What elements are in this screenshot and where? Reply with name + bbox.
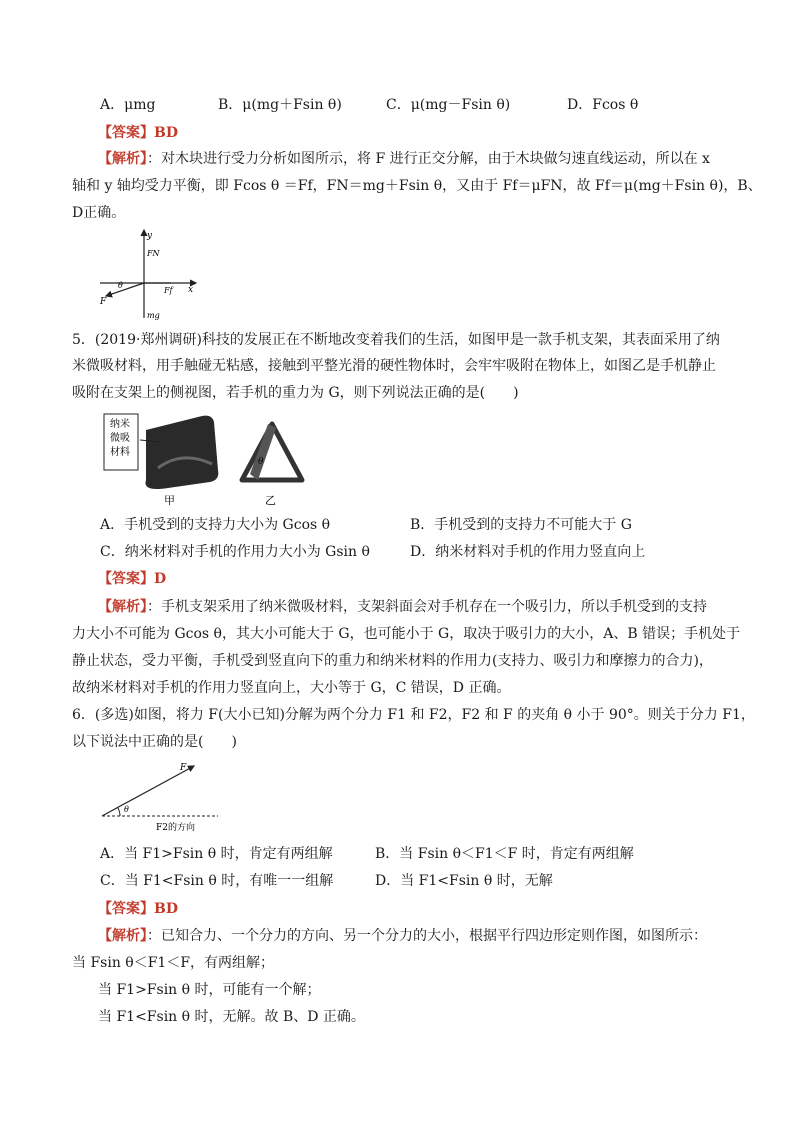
- q5-analysis-line-4: 故纳米材料对手机的作用力竖直向上，大小等于 G，C 错误，D 正确。: [72, 680, 511, 696]
- q4-answer: [98, 124, 178, 142]
- q5-option-a: A．手机受到的支持力大小为 Gcos θ: [100, 517, 331, 533]
- q4-option-c: C．μ(mg－Fsin θ): [386, 97, 511, 113]
- box-label-1: 纳米: [110, 419, 130, 430]
- label-theta: θ: [124, 805, 129, 814]
- caption-a: 甲: [164, 494, 175, 507]
- answer-label: 【答案】: [98, 125, 154, 141]
- q4-option-d: D．Fcos θ: [567, 97, 639, 113]
- q5-option-b: B．手机受到的支持力不可能大于 G: [410, 517, 632, 533]
- q5-stem-line-1: 5．(2019·郑州调研)科技的发展正在不断地改变着我们的生活，如图甲是一款手机支架，其表面采用了纳: [72, 332, 720, 348]
- analysis-text: ：已知合力、一个分力的方向、另一个分力的大小，根据平行四边形定则作图，如图所示：: [147, 928, 707, 944]
- label-theta: θ: [118, 281, 123, 290]
- answer-value: BD: [154, 125, 178, 141]
- q5-option-c: C．纳米材料对手机的作用力大小为 Gsin θ: [100, 544, 370, 560]
- analysis-text: ：手机支架采用了纳米微吸材料，支架斜面会对手机存在一个吸引力，所以手机受到的支持: [147, 599, 707, 615]
- q5-option-d: D．纳米材料对手机的作用力竖直向上: [410, 544, 646, 560]
- q6-stem-line-2: 以下说法中正确的是( ): [72, 734, 237, 750]
- box-label-2: 微吸: [110, 433, 130, 444]
- label-mg: mg: [147, 311, 160, 320]
- box-label-3: 材料: [110, 447, 130, 458]
- q4-analysis-line-3: D正确。: [72, 205, 126, 221]
- q6-option-a: A．当 F1>Fsin θ 时，肯定有两组解: [100, 846, 333, 862]
- q4-analysis-line-2: 轴和 y 轴均受力平衡，即 Fcos θ ＝Ff，FN＝mg＋Fsin θ，又由于 Ff＝μFN，故 Ff＝μ(mg＋Fsin θ)，B、: [72, 178, 762, 194]
- q6-option-c: C．当 F1<Fsin θ 时，有唯一一组解: [100, 873, 334, 889]
- answer-label: 【答案】: [98, 901, 154, 917]
- answer-label: 【答案】: [98, 571, 154, 587]
- q4-option-a: A．μmg: [100, 97, 156, 113]
- q6-analysis-line-1: [98, 927, 707, 945]
- label-y: y: [147, 231, 153, 241]
- q6-option-b: B．当 Fsin θ＜F1＜F 时，肯定有两组解: [375, 846, 634, 862]
- q6-analysis-line-3: 当 F1>Fsin θ 时，可能有一个解；: [98, 982, 321, 998]
- answer-value: BD: [154, 901, 178, 917]
- q4-force-diagram: [96, 226, 206, 326]
- label-f2-direction: F2的方向: [156, 823, 195, 833]
- q6-analysis-line-2: 当 Fsin θ＜F1＜F，有两组解；: [72, 955, 275, 971]
- q4-analysis-line-1: [98, 150, 710, 168]
- label-f: F: [180, 763, 187, 773]
- q6-analysis-line-4: 当 F1<Fsin θ 时，无解。故 B、D 正确。: [98, 1009, 365, 1025]
- q5-stem-line-3: 吸附在支架上的侧视图，若手机的重力为 G，则下列说法正确的是( ): [72, 385, 519, 401]
- q6-force-figure: [98, 758, 228, 838]
- answer-value: D: [154, 571, 167, 587]
- q5-phone-stand-figure: [102, 410, 312, 508]
- analysis-text: ：对木块进行受力分析如图所示，将 F 进行正交分解，由于木块做匀速直线运动，所以在 x: [147, 151, 710, 167]
- label-f: F: [100, 297, 107, 307]
- label-fn: FN: [147, 249, 160, 258]
- q5-stem-line-2: 米微吸材料，用手触碰无粘感，接触到平整光滑的硬性物体时，会牢牢吸附在物体上，如图乙是手机静止: [72, 358, 716, 374]
- q6-answer: [98, 900, 178, 918]
- q4-option-b: B．μ(mg＋Fsin θ): [218, 97, 342, 113]
- q6-option-d: D．当 F1<Fsin θ 时，无解: [375, 873, 553, 889]
- analysis-label: 【解析】: [98, 599, 147, 615]
- q5-analysis-line-1: [98, 598, 707, 616]
- caption-b: 乙: [265, 494, 276, 507]
- q5-answer: [98, 570, 166, 588]
- q5-analysis-line-2: 力大小不可能为 Gcos θ，其大小可能大于 G，也可能小于 G，取决于吸引力的大小，A、B 错误；手机处于: [72, 626, 741, 642]
- caption-theta: θ: [258, 457, 264, 467]
- analysis-label: 【解析】: [98, 151, 147, 167]
- analysis-label: 【解析】: [98, 928, 147, 944]
- label-ff: Ff: [164, 286, 173, 295]
- q5-analysis-line-3: 静止状态，受力平衡，手机受到竖直向下的重力和纳米材料的作用力(支持力、吸引力和摩擦力的合力)，: [72, 653, 713, 669]
- label-x: x: [188, 285, 194, 295]
- q6-stem-line-1: 6．(多选)如图，将力 F(大小已知)分解为两个分力 F1 和 F2，F2 和 F 的夹角 θ 小于 90°。则关于分力 F1，: [72, 707, 755, 723]
